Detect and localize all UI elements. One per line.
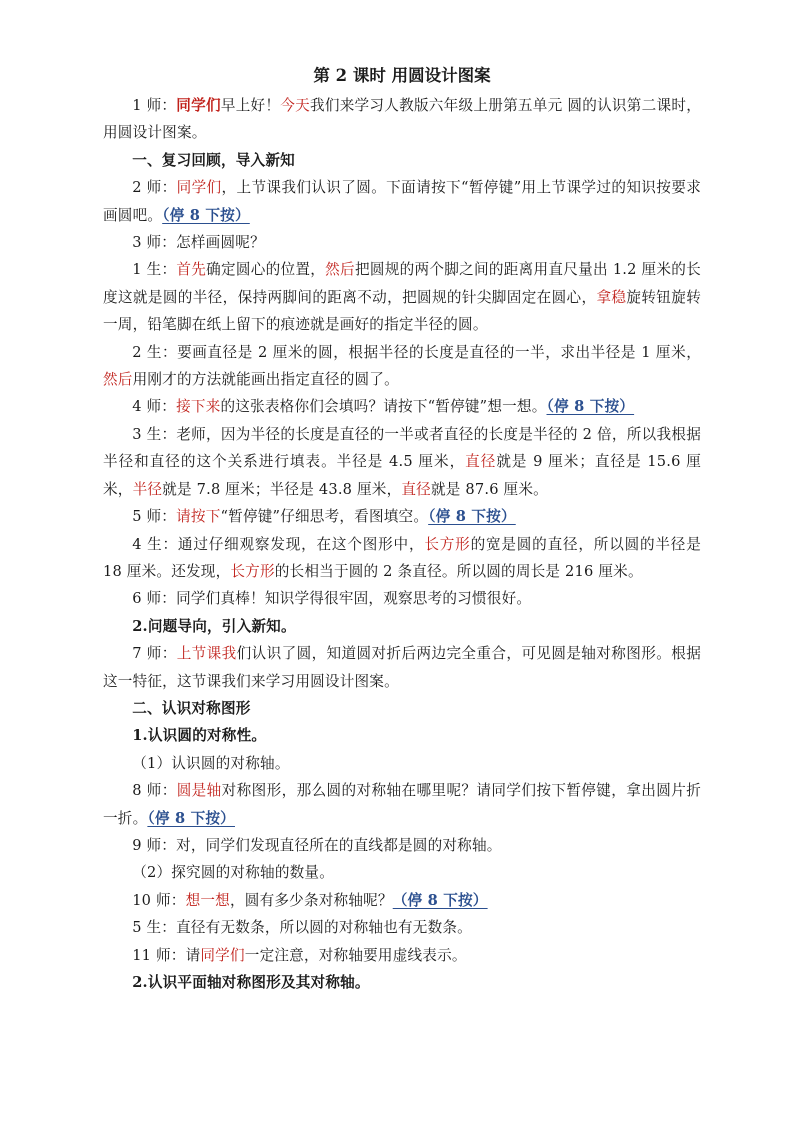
pause-note: （停 8 下按） bbox=[147, 809, 235, 827]
paragraph bbox=[103, 777, 701, 832]
section-heading bbox=[103, 147, 701, 174]
paragraph bbox=[103, 531, 701, 586]
document-body bbox=[103, 92, 701, 996]
paragraph bbox=[103, 914, 701, 941]
paragraph bbox=[103, 859, 701, 886]
text-segment: （1）认识圆的对称轴。 bbox=[132, 754, 290, 772]
text-segment: 确定圆心的位置， bbox=[206, 261, 326, 279]
paragraph bbox=[103, 750, 701, 777]
text-segment: 7 师： bbox=[132, 645, 177, 663]
text-segment: 5 生：直径有无数条，所以圆的对称轴也有无数条。 bbox=[132, 919, 472, 937]
section-heading bbox=[103, 969, 701, 996]
document-page bbox=[103, 62, 701, 996]
highlighted-text: 同学们 bbox=[200, 946, 245, 964]
text-segment: 用刚才的方法就能画出指定直径的圆了。 bbox=[132, 371, 399, 389]
highlighted-text: 接下来 bbox=[176, 398, 221, 416]
text-segment: 10 师： bbox=[132, 891, 186, 909]
text-segment: 一定注意，对称轴要用虚线表示。 bbox=[244, 946, 467, 964]
highlighted-text: 直径 bbox=[465, 453, 497, 471]
highlighted-text: 然后 bbox=[103, 371, 133, 389]
highlighted-text: 直径 bbox=[401, 480, 431, 498]
text-segment: 1 师： bbox=[132, 97, 177, 114]
paragraph bbox=[103, 421, 701, 503]
text-segment: 旋转钮旋转一周，铅笔脚在纸上留下的痕迹就是画好的指定半径的圆。 bbox=[103, 288, 701, 334]
highlighted-text: 长方形 bbox=[424, 535, 471, 553]
text-segment: （2）探究圆的对称轴的数量。 bbox=[132, 864, 334, 882]
paragraph bbox=[103, 640, 701, 695]
text-segment: 2 生：要画直径是 2 厘米的圆，根据半径的长度是直径的一半，求出半径是 1 厘米， bbox=[132, 343, 701, 361]
text-segment: 4 师： bbox=[132, 398, 177, 416]
highlighted-text: 想一想 bbox=[185, 891, 230, 909]
text-segment: 4 生：通过仔细观察发现，在这个图形中， bbox=[132, 535, 425, 553]
section-heading bbox=[103, 695, 701, 722]
paragraph bbox=[103, 942, 701, 969]
text-segment: 们认识了圆，知道圆对折后两边完全重合，可见圆是轴对称图形。根据这一特征，这节课我们来学习用圆设计图案。 bbox=[103, 645, 702, 690]
highlighted-text: 长方形 bbox=[230, 562, 275, 580]
text-segment: 2.问题导向，引入新知。 bbox=[132, 617, 296, 635]
lesson-title: 第 2 课时 用圆设计图案 bbox=[313, 66, 491, 85]
paragraph bbox=[103, 256, 701, 338]
pause-note: （停 8 下按） bbox=[162, 206, 250, 224]
highlighted-text: 圆是轴 bbox=[176, 782, 222, 800]
text-segment: 我们来学习人教版六年级上册第五单元 圆的认识第二课时，用圆设计图案。 bbox=[103, 97, 701, 142]
text-segment: 9 师：对，同学们发现直径所在的直线都是圆的对称轴。 bbox=[132, 836, 502, 854]
section-heading bbox=[103, 722, 701, 749]
text-segment: “暂停键”仔细思考，看图填空。 bbox=[220, 508, 429, 526]
text-segment: ，圆有多少条对称轴呢？ bbox=[229, 891, 393, 909]
text-segment: 二、认识对称图形 bbox=[132, 699, 251, 717]
highlighted-text: 今天 bbox=[280, 97, 310, 114]
paragraph bbox=[103, 585, 701, 612]
text-segment: 1 生： bbox=[132, 261, 177, 279]
text-segment: 的宽是圆的直径，所以圆的半径是 18 厘米。还发现， bbox=[103, 535, 701, 580]
highlighted-text: 首先 bbox=[176, 261, 207, 279]
highlighted-text: 拿稳 bbox=[596, 288, 627, 306]
paragraph bbox=[103, 393, 701, 420]
text-segment: 5 师： bbox=[132, 508, 177, 526]
highlighted-text: 请按下 bbox=[176, 508, 221, 526]
text-segment: 2.认识平面轴对称图形及其对称轴。 bbox=[132, 974, 370, 991]
text-segment: 对称图形，那么圆的对称轴在哪里呢？请同学们按下暂停键，拿出圆片折一折。 bbox=[103, 782, 702, 827]
paragraph bbox=[103, 339, 701, 394]
text-segment: 6 师：同学们真棒！知识学得很牢固，观察思考的习惯很好。 bbox=[132, 590, 532, 608]
highlighted-text: 然后 bbox=[325, 261, 355, 279]
text-segment: 的这张表格你们会填吗？请按下“暂停键”想一想。 bbox=[220, 398, 547, 416]
text-segment: 把圆规的两个脚之间的距离用直尺量出 1.2 厘米的长度这就是圆的半径，保持两脚间的距离不动，把圆规的针尖脚固定在圆心， bbox=[103, 261, 701, 306]
section-heading bbox=[103, 613, 701, 640]
paragraph bbox=[103, 832, 701, 859]
text-segment: 3 生：老师，因为半径的长度是直径的一半或者直径的长度是半径的 2 倍，所以我根据半径和直径的这个关系进行填表。半径是 4.5 厘米， bbox=[103, 425, 701, 471]
paragraph bbox=[103, 503, 701, 530]
text-segment: 早上好！ bbox=[220, 97, 281, 114]
paragraph bbox=[103, 229, 701, 256]
paragraph bbox=[103, 887, 701, 914]
text-segment: ，上节课我们认识了圆。下面请按下“暂停键”用上节课学过的知识按要求画圆吧。 bbox=[103, 179, 701, 224]
pause-note: （停 8 下按） bbox=[428, 508, 516, 526]
pause-note: （停 8 下按） bbox=[392, 891, 488, 909]
text-segment: 就是 87.6 厘米。 bbox=[430, 480, 548, 498]
text-segment: 就是 7.8 厘米；半径是 43.8 厘米， bbox=[162, 480, 402, 498]
highlighted-text: 同学们 bbox=[176, 97, 221, 114]
text-segment: 2 师： bbox=[132, 179, 177, 197]
text-segment: 1.认识圆的对称性。 bbox=[132, 727, 267, 745]
text-segment: 的长相当于圆的 2 条直径。所以圆的周长是 216 厘米。 bbox=[274, 562, 643, 580]
text-segment: 11 师：请 bbox=[132, 946, 201, 964]
paragraph bbox=[103, 92, 701, 147]
text-segment: 就是 9 厘米；直径是 15.6 厘米， bbox=[103, 453, 701, 498]
text-segment: 8 师： bbox=[132, 782, 177, 800]
text-segment: 3 师：怎样画圆呢？ bbox=[132, 234, 265, 252]
paragraph bbox=[103, 174, 701, 229]
highlighted-text: 同学们 bbox=[176, 179, 222, 197]
highlighted-text: 上节课我 bbox=[176, 645, 237, 663]
text-segment: 一、复习回顾，导入新知 bbox=[132, 151, 295, 169]
pause-note: （停 8 下按） bbox=[546, 398, 635, 416]
highlighted-text: 半径 bbox=[132, 480, 163, 498]
